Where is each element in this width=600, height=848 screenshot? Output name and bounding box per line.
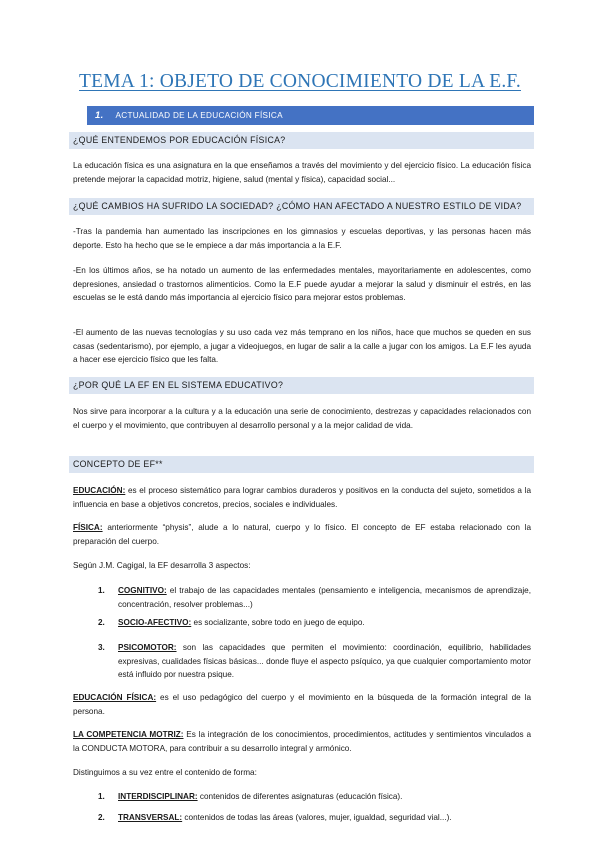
question-heading-3: ¿POR QUÉ LA EF EN EL SISTEMA EDUCATIVO? [69, 377, 534, 394]
section-number: 1. [95, 110, 104, 121]
paragraph-salud-mental: -En los últimos años, se ha notado un aumento de las enfermedades mentales, mayoritariamente en adolescentes, como depresiones, ansiedad o trastornos alimenticios. Como la E.F puede ayudar a mejorar la salud y disminuir el estrés, en las escuelas se le está dando más importancia al ejercicio físico para mejorar estos problemas. [73, 266, 531, 303]
keyword-competencia-motriz: LA COMPETENCIA MOTRIZ: [73, 730, 184, 739]
paragraph-sistema-educativo: Nos sirve para incorporar a la cultura y a la educación una serie de conocimiento, destrezas y capacidades relacionados con el cuerpo y el movimiento, que contribuyen al desarrollo personal y a la mejor calidad de vida. [73, 407, 531, 430]
keyword-interdisciplinar: INTERDISCIPLINAR: [118, 792, 198, 801]
keyword-educacion: EDUCACIÓN: [73, 486, 126, 495]
paragraph-cagigal: Según J.M. Cagigal, la EF desarrolla 3 aspectos: [73, 561, 251, 570]
list-item-cognitivo: 1. COGNITIVO: el trabajo de las capacidades mentales (pensamiento e inteligencia, mecanismos de aprendizaje, concentración, resolver problemas...) [98, 586, 531, 609]
paragraph-pandemia: -Tras la pandemia han aumentado las inscripciones en los gimnasios y escuelas deportivas, y las personas hacen más deporte. Esto ha hecho que se le empiece a dar más importancia a la E.F. [73, 227, 531, 250]
list-item-interdisciplinar: 1. INTERDISCIPLINAR: contenidos de diferentes asignaturas (educación física). [98, 792, 403, 801]
keyword-socio-afectivo: SOCIO-AFECTIVO: [118, 618, 192, 627]
paragraph-tecnologias: -El aumento de las nuevas tecnologías y su uso cada vez más temprano en los niños, hace que muchos se queden en sus casas (sedentarismo), por ejemplo, a jugar a videojuegos, en lugar de salir a la calle a jugar con los amigos. La E.F les ayuda a hacer ese ejercicio físico que les falta. [73, 328, 531, 365]
paragraph-educacion-fisica: EDUCACIÓN FÍSICA: es el uso pedagógico del cuerpo y el movimiento en la búsqueda de la formación integral de la persona. [73, 693, 531, 716]
section-header-bar [87, 106, 534, 125]
keyword-transversal: TRANSVERSAL: [118, 813, 183, 822]
page-title: TEMA 1: OBJETO DE CONOCIMIENTO DE LA E.F. [79, 71, 521, 92]
list-item-transversal: 2. TRANSVERSAL: contenidos de todas las áreas (valores, mujer, igualdad, seguridad vial...). [98, 813, 452, 822]
list-item-psicomotor: 3. PSICOMOTOR: son las capacidades que permiten el movimiento: coordinación, equilibrio, habilidades expresivas, cualidades físicas básicas... donde fluye el aspecto psíquico, ya que cualquier comportamiento motor está influido por nuestra psique. [98, 643, 531, 680]
paragraph-distinguimos: Distinguimos a su vez entre el contenido de forma: [73, 768, 257, 777]
keyword-educacion-fisica: EDUCACIÓN FÍSICA: [73, 693, 157, 702]
paragraph-ef-definition: La educación física es una asignatura en la que enseñamos a través del movimiento y del ejercicio físico. La educación física pretende mejorar la capacidad motriz, higiene, salud (mental y física), capacidad social... [73, 161, 531, 184]
list-item-socio-afectivo: 2. SOCIO-AFECTIVO: es socializante, sobre todo en juego de equipo. [98, 618, 365, 627]
keyword-fisica: FÍSICA: [73, 523, 103, 532]
paragraph-competencia-motriz: LA COMPETENCIA MOTRIZ: Es la integración de los conocimientos, procedimientos, actitudes y sentimientos vinculados a la CONDUCTA MOTORA, para contribuir a su desarrollo integral y armónico. [73, 730, 531, 753]
keyword-psicomotor: PSICOMOTOR: [118, 643, 177, 652]
keyword-cognitivo: COGNITIVO: [118, 586, 167, 595]
paragraph-fisica: FÍSICA: anteriormente “physis”, alude a lo natural, cuerpo y lo físico. El concepto de EF estaba relacionado con la preparación del cuerpo. [73, 523, 531, 546]
question-heading-1: ¿QUÉ ENTENDEMOS POR EDUCACIÓN FÍSICA? [69, 132, 534, 149]
section-label: ACTUALIDAD DE LA EDUCACIÓN FÍSICA [115, 111, 283, 120]
paragraph-educacion: EDUCACIÓN: es el proceso sistemático para lograr cambios duraderos y positivos en la conducta del sujeto, sometidos a la influencia en base a objetivos concretos, precios, sociales e individuales. [73, 486, 531, 509]
question-heading-2: ¿QUÉ CAMBIOS HA SUFRIDO LA SOCIEDAD? ¿CÓMO HAN AFECTADO A NUESTRO ESTILO DE VIDA? [69, 198, 534, 215]
question-heading-4: CONCEPTO DE EF** [69, 456, 534, 473]
